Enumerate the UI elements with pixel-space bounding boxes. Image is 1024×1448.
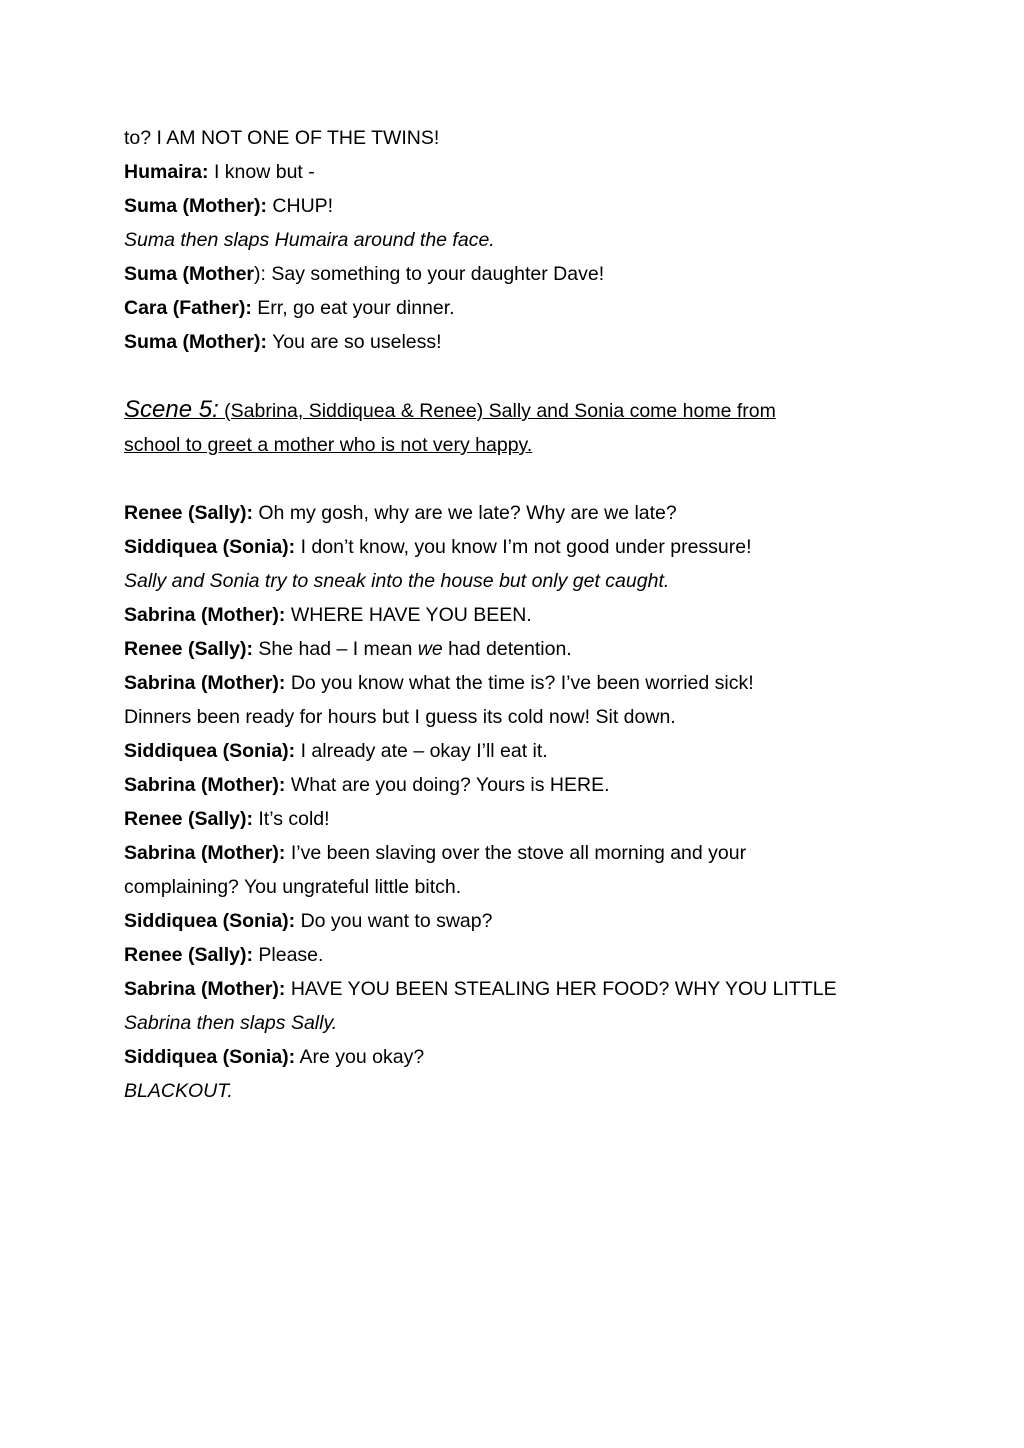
speaker-name: Sabrina (Mother): [124, 842, 286, 864]
stage-direction: Suma then slaps Humaira around the face. [124, 229, 495, 251]
dialogue-text: What are you doing? Yours is HERE. [285, 774, 610, 796]
dialogue-line-siddiquea [124, 904, 924, 938]
dialogue-text: I know but - [208, 161, 315, 183]
dialogue-line-renee [124, 496, 924, 530]
speaker-name: Siddiquea (Sonia): [124, 910, 296, 932]
dialogue-line-humaira [124, 155, 924, 189]
dialogue-line-suma-chup [124, 189, 924, 223]
dialogue-text: Please. [252, 944, 324, 966]
speaker-name: Siddiquea (Sonia): [124, 1046, 296, 1068]
speaker-name: Siddiquea (Sonia): [124, 740, 296, 762]
dialogue-text: CHUP! [267, 195, 334, 217]
dialogue-line-suma-useless [124, 325, 924, 359]
speaker-name: Renee (Sally): [124, 944, 253, 966]
speaker-name: Suma (Mother [124, 263, 255, 285]
scene-heading [124, 393, 924, 462]
speaker-name: Renee (Sally): [124, 808, 253, 830]
speaker-name: Sabrina (Mother): [124, 604, 286, 626]
speaker-name: Sabrina (Mother): [124, 978, 286, 1000]
speaker-name: Suma (Mother): [124, 195, 267, 217]
dialogue-line-siddiquea [124, 1040, 924, 1074]
scene-description: (Sabrina, Siddiquea & Renee) Sally and Sonia come home from [218, 400, 776, 422]
dialogue-text: I don’t know, you know I’m not good under pressure! [295, 536, 752, 558]
dialogue-text: had detention. [442, 638, 572, 660]
stage-direction: Sally and Sonia try to sneak into the house but only get caught. [124, 570, 670, 592]
dialogue-text: Oh my gosh, why are we late? Why are we late? [252, 502, 677, 524]
dialogue-text: ): Say something to your daughter Dave! [254, 263, 605, 285]
dialogue-line-suma-say [124, 257, 924, 291]
stage-direction: Sabrina then slaps Sally. [124, 1012, 338, 1034]
dialogue-line-continuation: complaining? You ungrateful little bitch. [124, 876, 462, 898]
dialogue-line-renee [124, 802, 924, 836]
dialogue-line-sabrina [124, 768, 924, 802]
speaker-name: Sabrina (Mother): [124, 774, 286, 796]
scene-heading-line-2: school to greet a mother who is not very happy. [124, 434, 533, 456]
speaker-name: Siddiquea (Sonia): [124, 536, 296, 558]
speaker-name: Renee (Sally): [124, 502, 253, 524]
dialogue-line-renee [124, 632, 924, 666]
dialogue-text: It’s cold! [252, 808, 330, 830]
dialogue-line-continuation: Dinners been ready for hours but I guess its cold now! Sit down. [124, 706, 676, 728]
dialogue-line-sabrina [124, 972, 924, 1006]
speaker-name: Suma (Mother): [124, 331, 267, 353]
dialogue-line-continuation [124, 121, 924, 155]
dialogue-text: Err, go eat your dinner. [251, 297, 455, 319]
speaker-name: Cara (Father): [124, 297, 252, 319]
emphasis-text: we [417, 638, 443, 660]
dialogue-text: She had – I mean [252, 638, 418, 660]
dialogue-text: I already ate – okay I’ll eat it. [295, 740, 548, 762]
dialogue-line-sabrina [124, 836, 924, 870]
dialogue-line-sabrina [124, 666, 924, 700]
speaker-name: Sabrina (Mother): [124, 672, 286, 694]
dialogue-text: WHERE HAVE YOU BEEN. [285, 604, 532, 626]
dialogue-line-sabrina [124, 598, 924, 632]
dialogue-text: I’ve been slaving over the stove all morning and your [285, 842, 747, 864]
dialogue-line-siddiquea [124, 734, 924, 768]
scene-title: Scene 5: [124, 396, 219, 423]
blank-line [124, 359, 924, 393]
speaker-name: Humaira: [124, 161, 209, 183]
dialogue-text: You are so useless! [267, 331, 442, 353]
dialogue-text: Do you want to swap? [295, 910, 493, 932]
dialogue-text: Do you know what the time is? I’ve been worried sick! [285, 672, 754, 694]
script-body [124, 121, 924, 1108]
stage-direction-blackout: BLACKOUT. [124, 1080, 233, 1102]
speaker-name: Renee (Sally): [124, 638, 253, 660]
dialogue-text: Are you okay? [295, 1046, 425, 1068]
dialogue-text: to? I AM NOT ONE OF THE TWINS! [124, 127, 440, 149]
dialogue-line-cara [124, 291, 924, 325]
dialogue-line-renee [124, 938, 924, 972]
blank-line [124, 462, 924, 496]
dialogue-line-siddiquea [124, 530, 924, 564]
scene-heading-line-1 [124, 393, 924, 428]
dialogue-text: HAVE YOU BEEN STEALING HER FOOD? WHY YOU LITTLE [285, 978, 837, 1000]
